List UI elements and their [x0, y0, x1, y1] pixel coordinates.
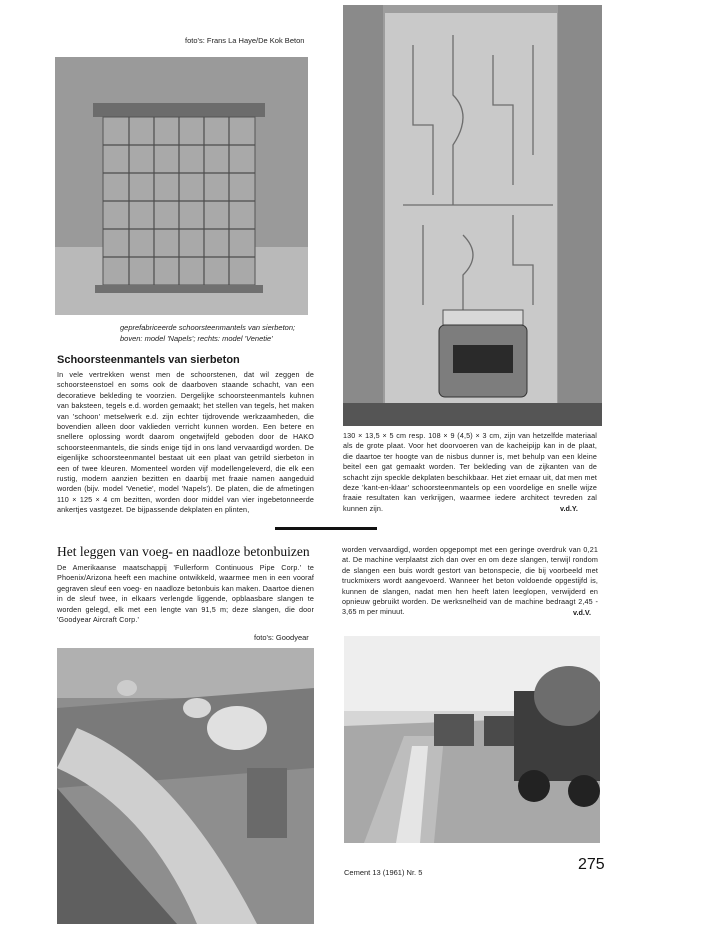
- body-paragraph: De Amerikaanse maatschappij 'Fullerform Continuous Pipe Corp.' te Phoenix/Arizona heeft een machine ontwikkeld, waarmee men in een vooraf gegraven sleuf een voeg- en naadloze betonbuis kan maken. Daartoe dienen in de sleuf twee, in elkaars verlengde liggende, opblaasbare slangen te worden gelegd, elk met een lengte van 91,5 m; deze slangen, die door 'Goodyear Aircraft Corp.': [57, 563, 314, 625]
- photo-workers-pipe: [57, 648, 314, 924]
- body-column-left-top: [57, 370, 314, 516]
- signature-bottom: v.d.V.: [573, 608, 591, 617]
- journal-reference: Cement 13 (1961) Nr. 5: [344, 868, 423, 877]
- body-paragraph: 130 × 13,5 × 5 cm resp. 108 × 9 (4,5) × 3 cm, zijn van hetzelfde materiaal als de grote plaat. Voor het doorvoeren van de kacheipijp kan in de plaat, die daartoe ter hoogte van de nisbus dunner is, met behulp van een kleine beitel een gat gemaakt worden. Ter bekleding van de zijkanten van de schacht zijn speckle dekplaten beschikbaar. Het ziet ernaar uit, dat men met deze 'kant-en-klaar' schoorsteenmantels op een voordelige en snelle wijze fraaie resultaten kan verkrijgen, waarmee iedere architect tevreden zal kunnen zijn.: [343, 431, 597, 513]
- signature-top: v.d.Y.: [560, 504, 578, 513]
- photo-fireplace-napels: [55, 57, 308, 315]
- body-column-right-bottom: [342, 545, 598, 618]
- headline-betonbuizen: Het leggen van voeg- en naadloze betonbuizen: [57, 544, 310, 559]
- photo-credit-top: foto's: Frans La Haye/De Kok Beton: [185, 36, 305, 45]
- photo-caption-line-1: geprefabriceerde schoorsteenmantels van sierbeton;: [120, 323, 296, 332]
- photo-credit-bottom: foto's: Goodyear: [254, 633, 309, 642]
- body-column-left-bottom: [57, 563, 314, 625]
- photo-truck-mixers: [344, 636, 600, 843]
- photo-caption-line-2: boven: model 'Napels'; rechts: model 'Venetie': [120, 334, 273, 343]
- headline-schoorsteenmantels: Schoorsteenmantels van sierbeton: [57, 354, 240, 366]
- body-paragraph: worden vervaardigd, worden opgepompt met een geringe overdruk van 0,21 at. De machine verplaatst zich dan over en om deze slangen, terwijl rondom de slangen een buis wordt gestort van betonspecie, die bij voorbeeld met truckmixers wordt aangevoerd. Wanneer het beton voldoende opgestijfd is, kunnen de slangen, nadat men hen heeft laten leeglopen, verwijderd en opnieuw gebruikt worden. De werksnelheid van de machine bedraagt 2,45 - 3,65 m per minuut.: [342, 545, 598, 617]
- body-column-right-top: [343, 431, 597, 514]
- photo-fireplace-venetie: [343, 5, 602, 426]
- section-divider: [275, 527, 377, 530]
- body-paragraph: In vele vertrekken wenst men de schoorstenen, dat wil zeggen de schoorsteenstoel en soms ook de daarboven staande schacht, van een decoratieve bekleding te voorzien. Dergelijke schoorsteenmantels kuhnen van baksteen, tegels e.d. worden gemaakt; het stellen van tegels, het maken van 'schoon' metselwerk e.d. zijn echter tijdrovende werkzaamheden, die bovendien alleen door vaklieden verricht kunnen worden. Een betere en snellere oplossing wordt daarom ongetwijfeld geboden door de HAKO schoorsteenmantels, die sinds enige tijd in ons land vervaardigd worden. De eigenlijke schoorsteenmantel bestaat uit een plaat van getrild sierbeton in een of twee kleuren. Momenteel worden vijf modellengeleverd, die elk een rustig, modern aanzien bezitten en daarbij met fraaie namen aangeduid worden (bijv. model 'Venetie', model 'Napels'). De platen, die de afmetingen 110 × 125 × 4 cm bezitten, worden door middel van vier ingebetonneerde ankertjes vastgezet. De bijpassende dekplaten en plinten,: [57, 370, 314, 515]
- photo-caption: [120, 322, 295, 344]
- page-number: 275: [578, 856, 605, 873]
